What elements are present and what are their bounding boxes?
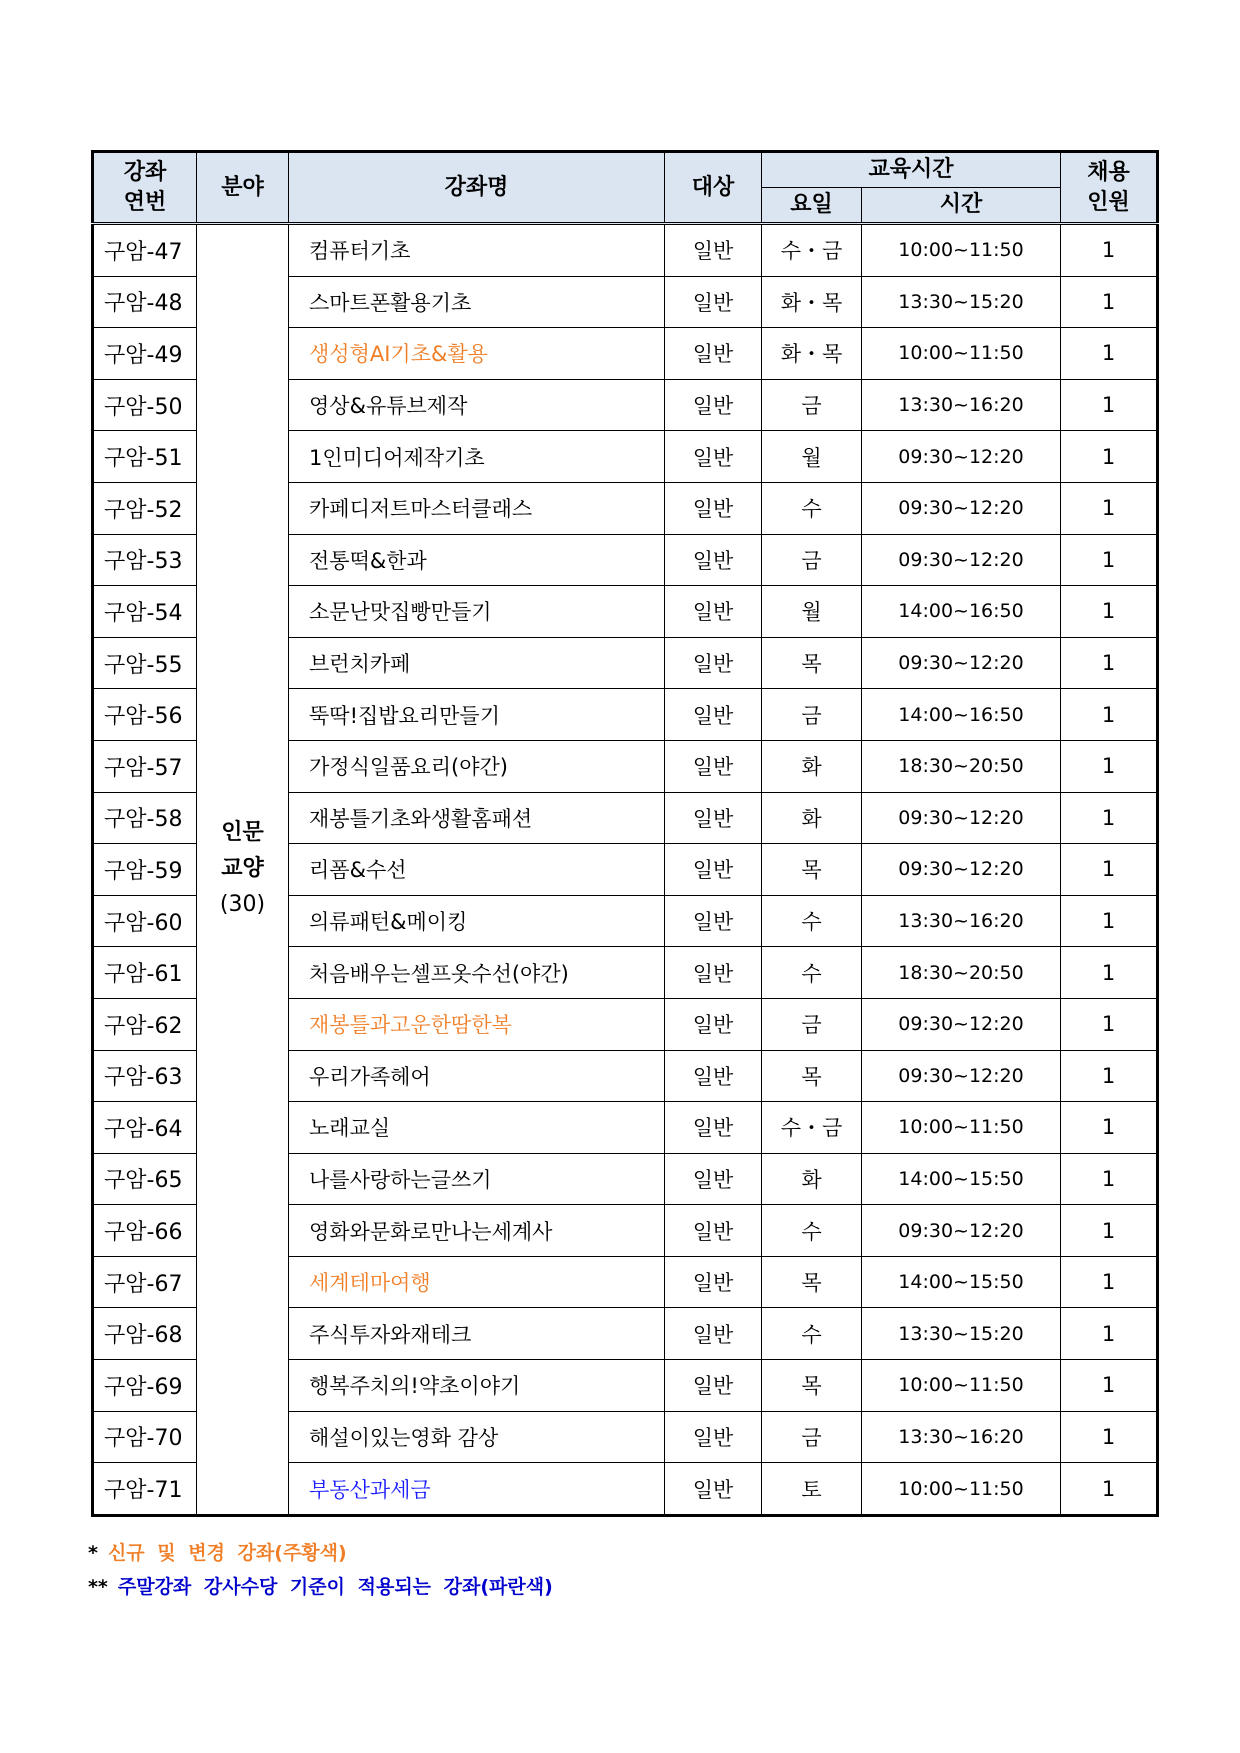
course-time: 14:00~16:50 [862,586,1061,638]
course-day: 수 [762,1205,862,1257]
course-time: 14:00~15:50 [862,1256,1061,1308]
course-time: 14:00~16:50 [862,689,1061,741]
course-staff: 1 [1061,1463,1158,1516]
course-day: 목 [762,1360,862,1412]
course-code: 구암-55 [93,637,197,689]
header-staff [1061,152,1158,224]
table-body [93,224,1158,1516]
header-target: 대상 [665,152,762,224]
course-day: 화・목 [762,328,862,380]
course-day: 목 [762,637,862,689]
course-day: 화 [762,740,862,792]
course-name: 해설이있는영화 감상 [289,1411,665,1463]
field-category-line3: (30) [219,892,266,918]
course-staff: 1 [1061,689,1158,741]
header-code-line2: 연번 [123,189,167,215]
course-name: 처음배우는셀프옷수선(야간) [289,947,665,999]
course-staff: 1 [1061,1411,1158,1463]
course-time: 10:00~11:50 [862,1463,1061,1516]
course-code: 구암-62 [93,998,197,1050]
course-target: 일반 [665,276,762,328]
course-day: 금 [762,379,862,431]
course-day: 금 [762,689,862,741]
course-time: 13:30~16:20 [862,895,1061,947]
course-name: 전통떡&한과 [289,534,665,586]
course-day: 금 [762,998,862,1050]
course-code: 구암-47 [93,224,197,277]
course-staff: 1 [1061,276,1158,328]
course-staff: 1 [1061,586,1158,638]
course-target: 일반 [665,431,762,483]
course-staff: 1 [1061,637,1158,689]
course-name: 소문난맛집빵만들기 [289,586,665,638]
course-time: 10:00~11:50 [862,1360,1061,1412]
header-code-line1: 강좌 [123,159,167,185]
course-day: 화・목 [762,276,862,328]
field-category-line2: 교양 [221,856,264,882]
course-name: 우리가족헤어 [289,1050,665,1102]
header-day: 요일 [762,188,862,224]
course-staff: 1 [1061,1050,1158,1102]
course-time: 09:30~12:20 [862,1205,1061,1257]
course-code: 구암-61 [93,947,197,999]
course-code: 구암-66 [93,1205,197,1257]
course-target: 일반 [665,586,762,638]
header-time: 시간 [862,188,1061,224]
course-day: 목 [762,1050,862,1102]
header-staff-line1: 채용 [1087,159,1130,185]
course-day: 화 [762,1153,862,1205]
course-target: 일반 [665,1360,762,1412]
course-name: 영화와문화로만나는세계사 [289,1205,665,1257]
footnotes [88,1536,553,1604]
course-day: 수 [762,895,862,947]
course-name: 카페디저트마스터클래스 [289,482,665,534]
course-target: 일반 [665,379,762,431]
course-staff: 1 [1061,1102,1158,1154]
course-target: 일반 [665,1411,762,1463]
course-target: 일반 [665,224,762,277]
course-name: 노래교실 [289,1102,665,1154]
course-target: 일반 [665,1050,762,1102]
course-day: 금 [762,1411,862,1463]
course-time: 18:30~20:50 [862,947,1061,999]
course-code: 구암-68 [93,1308,197,1360]
course-name: 가정식일품요리(야간) [289,740,665,792]
course-name: 뚝딱!집밥요리만들기 [289,689,665,741]
course-time: 09:30~12:20 [862,637,1061,689]
course-time: 10:00~11:50 [862,1102,1061,1154]
course-name: 스마트폰활용기초 [289,276,665,328]
course-target: 일반 [665,1205,762,1257]
course-target: 일반 [665,947,762,999]
course-staff: 1 [1061,328,1158,380]
field-category [197,224,289,1516]
course-code: 구암-50 [93,379,197,431]
course-code: 구암-51 [93,431,197,483]
course-time: 09:30~12:20 [862,482,1061,534]
note1-mark: * [88,1542,98,1564]
course-staff: 1 [1061,1360,1158,1412]
course-code: 구암-52 [93,482,197,534]
course-target: 일반 [665,482,762,534]
course-target: 일반 [665,740,762,792]
course-staff: 1 [1061,792,1158,844]
course-name: 행복주치의!약초이야기 [289,1360,665,1412]
course-staff: 1 [1061,379,1158,431]
table-header [93,152,1158,224]
course-staff: 1 [1061,431,1158,483]
header-name: 강좌명 [289,152,665,224]
course-staff: 1 [1061,844,1158,896]
field-category-line1: 인문 [221,820,264,846]
note-weekend-courses [88,1570,553,1604]
course-table-container [91,150,1156,1517]
header-staff-line2: 인원 [1087,189,1130,215]
course-target: 일반 [665,792,762,844]
course-time: 10:00~11:50 [862,328,1061,380]
course-name: 브런치카페 [289,637,665,689]
course-target: 일반 [665,844,762,896]
course-time: 09:30~12:20 [862,998,1061,1050]
header-edu-time: 교육시간 [762,152,1061,188]
course-staff: 1 [1061,740,1158,792]
note1-text: 신규 및 변경 강좌(주황색) [107,1542,347,1564]
course-day: 수 [762,482,862,534]
course-name: 주식투자와재테크 [289,1308,665,1360]
course-target: 일반 [665,534,762,586]
course-code: 구암-57 [93,740,197,792]
course-day: 수・금 [762,1102,862,1154]
course-time: 13:30~15:20 [862,1308,1061,1360]
course-code: 구암-53 [93,534,197,586]
course-day: 금 [762,534,862,586]
course-name: 생성형AI기초&활용 [289,328,665,380]
course-target: 일반 [665,1256,762,1308]
course-name: 재봉틀기초와생활홈패션 [289,792,665,844]
course-time: 13:30~16:20 [862,1411,1061,1463]
course-name: 리폼&수선 [289,844,665,896]
course-target: 일반 [665,328,762,380]
course-target: 일반 [665,998,762,1050]
course-staff: 1 [1061,1153,1158,1205]
course-code: 구암-70 [93,1411,197,1463]
course-day: 수 [762,947,862,999]
course-staff: 1 [1061,895,1158,947]
course-day: 목 [762,844,862,896]
course-day: 수 [762,1308,862,1360]
course-code: 구암-56 [93,689,197,741]
course-name: 의류패턴&메이킹 [289,895,665,947]
course-time: 10:00~11:50 [862,224,1061,277]
course-staff: 1 [1061,534,1158,586]
course-code: 구암-58 [93,792,197,844]
course-time: 09:30~12:20 [862,792,1061,844]
course-code: 구암-49 [93,328,197,380]
course-day: 화 [762,792,862,844]
course-day: 수・금 [762,224,862,277]
course-target: 일반 [665,895,762,947]
course-staff: 1 [1061,998,1158,1050]
course-staff: 1 [1061,947,1158,999]
course-target: 일반 [665,637,762,689]
course-name: 컴퓨터기초 [289,224,665,277]
course-day: 목 [762,1256,862,1308]
course-staff: 1 [1061,224,1158,277]
course-code: 구암-54 [93,586,197,638]
course-target: 일반 [665,1463,762,1516]
course-day: 월 [762,431,862,483]
course-day: 토 [762,1463,862,1516]
course-staff: 1 [1061,1308,1158,1360]
header-code [93,152,197,224]
course-name: 영상&유튜브제작 [289,379,665,431]
course-code: 구암-65 [93,1153,197,1205]
course-code: 구암-71 [93,1463,197,1516]
course-time: 09:30~12:20 [862,844,1061,896]
course-name: 나를사랑하는글쓰기 [289,1153,665,1205]
course-code: 구암-69 [93,1360,197,1412]
note-new-courses [88,1536,553,1570]
course-staff: 1 [1061,482,1158,534]
header-field: 분야 [197,152,289,224]
course-target: 일반 [665,1308,762,1360]
course-code: 구암-67 [93,1256,197,1308]
course-day: 월 [762,586,862,638]
course-time: 18:30~20:50 [862,740,1061,792]
course-target: 일반 [665,1153,762,1205]
course-target: 일반 [665,1102,762,1154]
course-time: 14:00~15:50 [862,1153,1061,1205]
course-time: 13:30~16:20 [862,379,1061,431]
course-name: 세계테마여행 [289,1256,665,1308]
course-time: 13:30~15:20 [862,276,1061,328]
note2-text: 주말강좌 강사수당 기준이 적용되는 강좌(파란색) [117,1576,553,1598]
course-target: 일반 [665,689,762,741]
course-time: 09:30~12:20 [862,1050,1061,1102]
course-code: 구암-63 [93,1050,197,1102]
table-row [93,224,1158,277]
course-staff: 1 [1061,1256,1158,1308]
note2-mark: ** [88,1576,108,1598]
course-staff: 1 [1061,1205,1158,1257]
course-code: 구암-64 [93,1102,197,1154]
course-name: 1인미디어제작기초 [289,431,665,483]
course-name: 부동산과세금 [289,1463,665,1516]
course-time: 09:30~12:20 [862,431,1061,483]
course-code: 구암-48 [93,276,197,328]
course-time: 09:30~12:20 [862,534,1061,586]
course-code: 구암-60 [93,895,197,947]
course-code: 구암-59 [93,844,197,896]
course-name: 재봉틀과고운한땀한복 [289,998,665,1050]
course-table [91,150,1159,1517]
